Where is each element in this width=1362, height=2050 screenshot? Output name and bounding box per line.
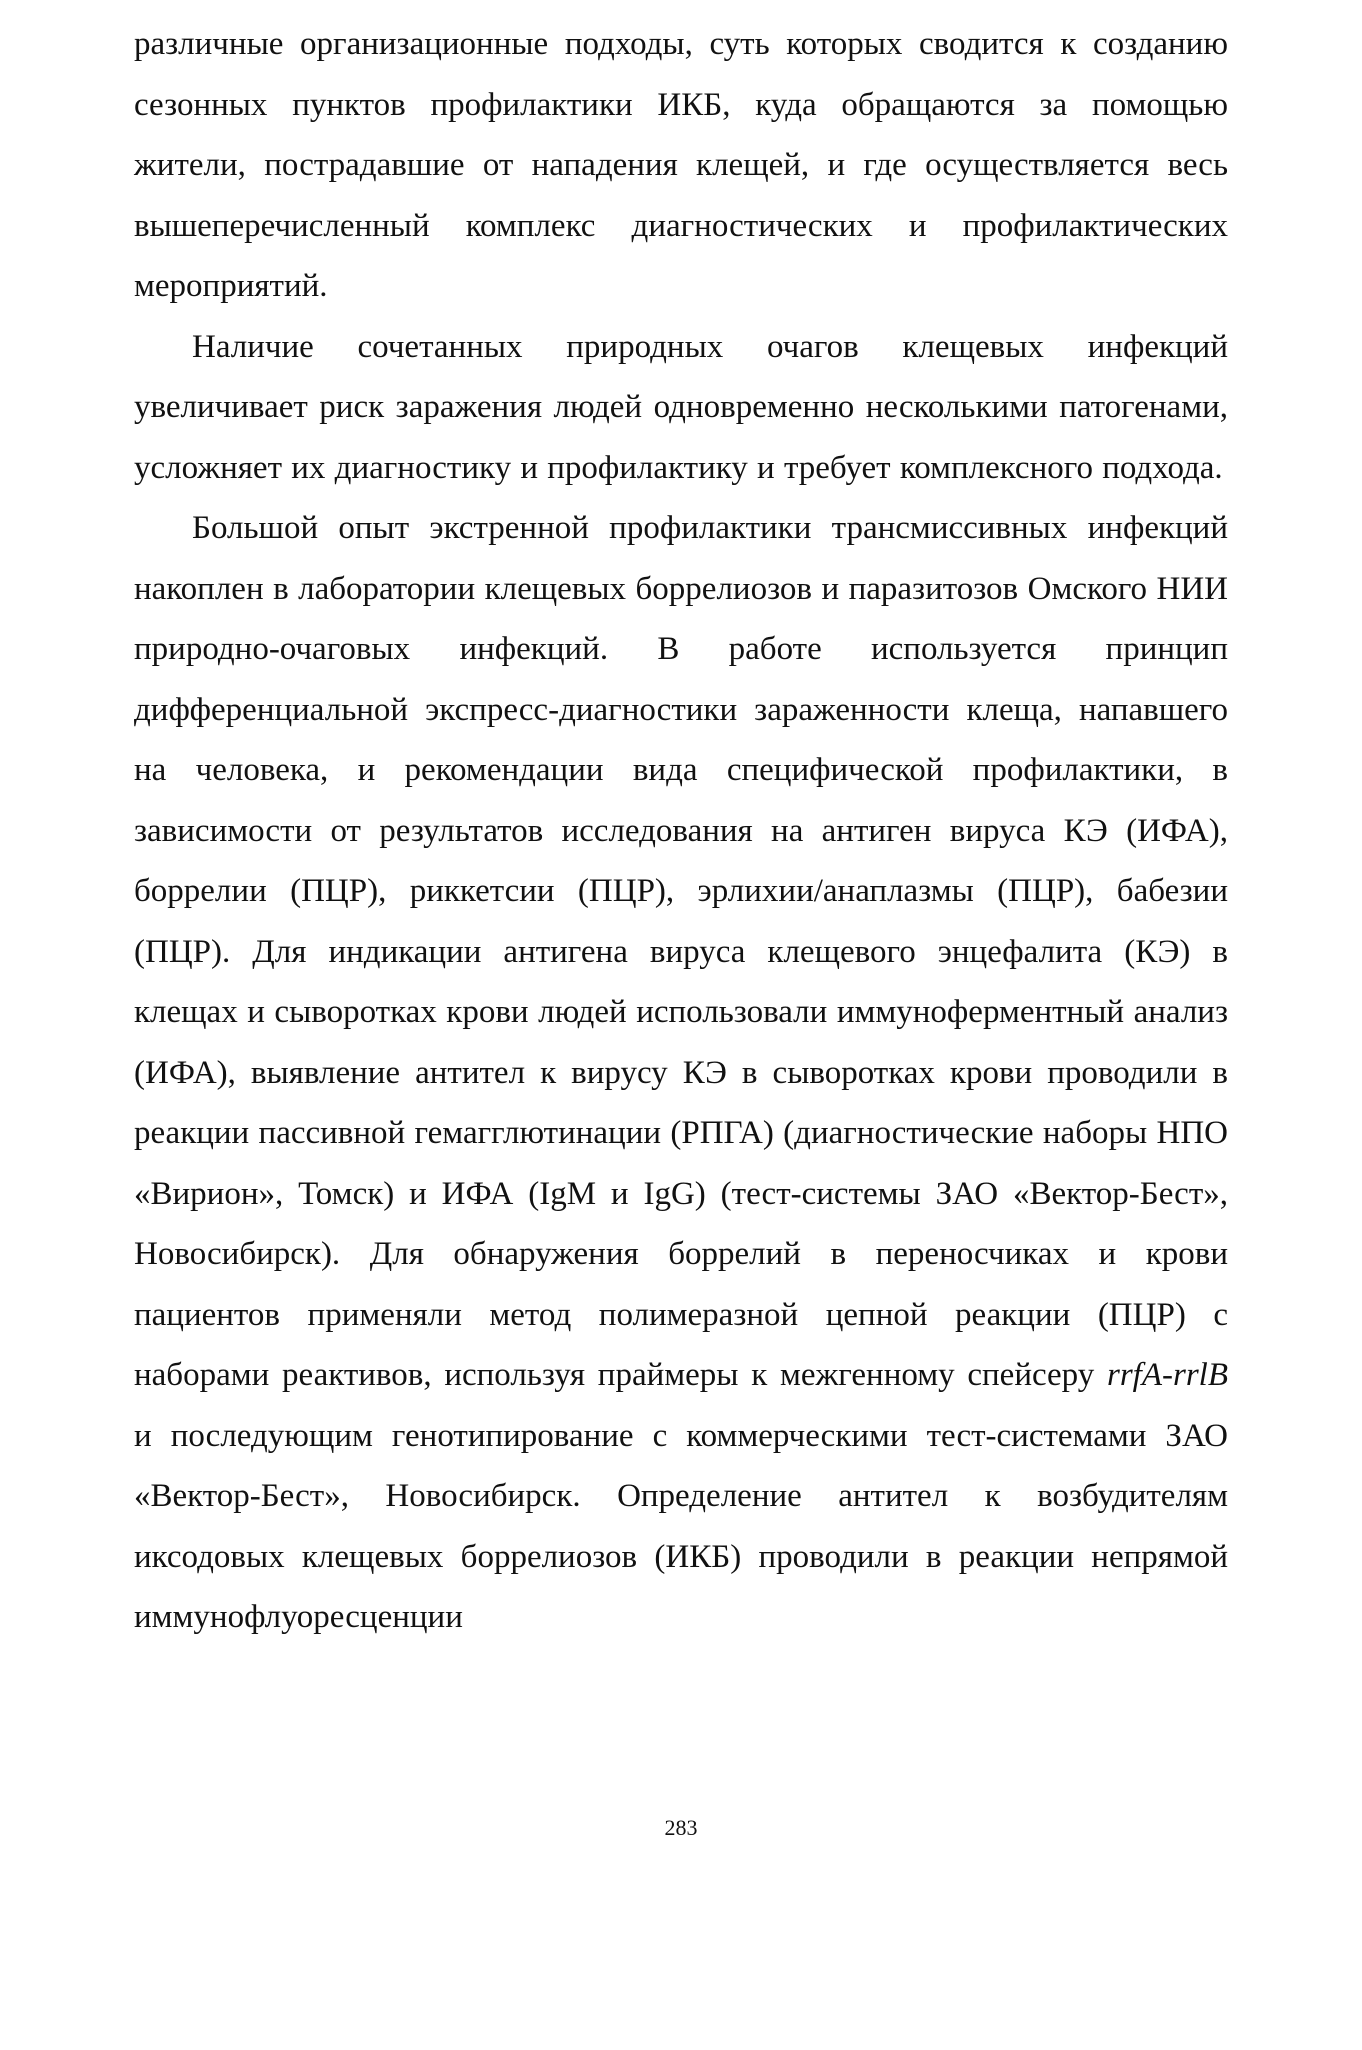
italic-gene-term: rrfA-rrlB [1106,1357,1228,1393]
paragraph-text-after-term: и последующим генотипирование с коммерческими тест-системами ЗАО «Вектор-Бест», Новосибирск. Определение антител к возбудителям иксодовых клещевых боррелиозов (ИКБ) проводили в реакции непрямой иммунофлуоресценции [134,1417,1228,1635]
page-number: 283 [664,1815,698,1840]
paragraph-mixed-foci: Наличие сочетанных природных очагов клещевых инфекций увеличивает риск заражения людей одновременно несколькими патогенами, усложняет их диагностику и профилактику и требует комплексного подхода. [134,328,1228,486]
paragraph-continuation: различные организационные подходы, суть которых сводится к созданию сезонных пунктов профилактики ИКБ, куда обращаются за помощью жители, пострадавшие от нападения клещей, и где осуществляется весь вышеперечисленный комплекс диагностических и профилактических мероприятий. [134,26,1228,304]
body-text [134,14,1228,1648]
paragraph-prophylaxis-experience [134,498,1228,1648]
paragraph-text-before-term: Большой опыт экстренной профилактики трансмиссивных инфекций накоплен в лаборатории клещевых боррелиозов и паразитозов Омского НИИ природно-очаговых инфекций. В работе используется принцип дифференциальной экспресс-диагностики зараженности клеща, напавшего на человека, и рекомендации вида специфической профилактики, в зависимости от результатов исследования на антиген вируса КЭ (ИФА), боррелии (ПЦР), риккетсии (ПЦР), эрлихии/анаплазмы (ПЦР), бабезии (ПЦР). Для индикации антигена вируса клещевого энцефалита (КЭ) в клещах и сыворотках крови людей использовали иммуноферментный анализ (ИФА), выявление антител к вирусу КЭ в сыворотках крови проводили в реакции пассивной гемагглютинации (РПГА) (диагностические наборы НПО «Вирион», Томск) и ИФА (IgM и IgG) (тест-системы ЗАО «Вектор-Бест», Новосибирск). Для обнаружения боррелий в переносчиках и крови пациентов применяли метод полимеразной цепной реакции (ПЦР) с наборами реактивов, используя праймеры к межгенному спейсеру [134,510,1228,1393]
